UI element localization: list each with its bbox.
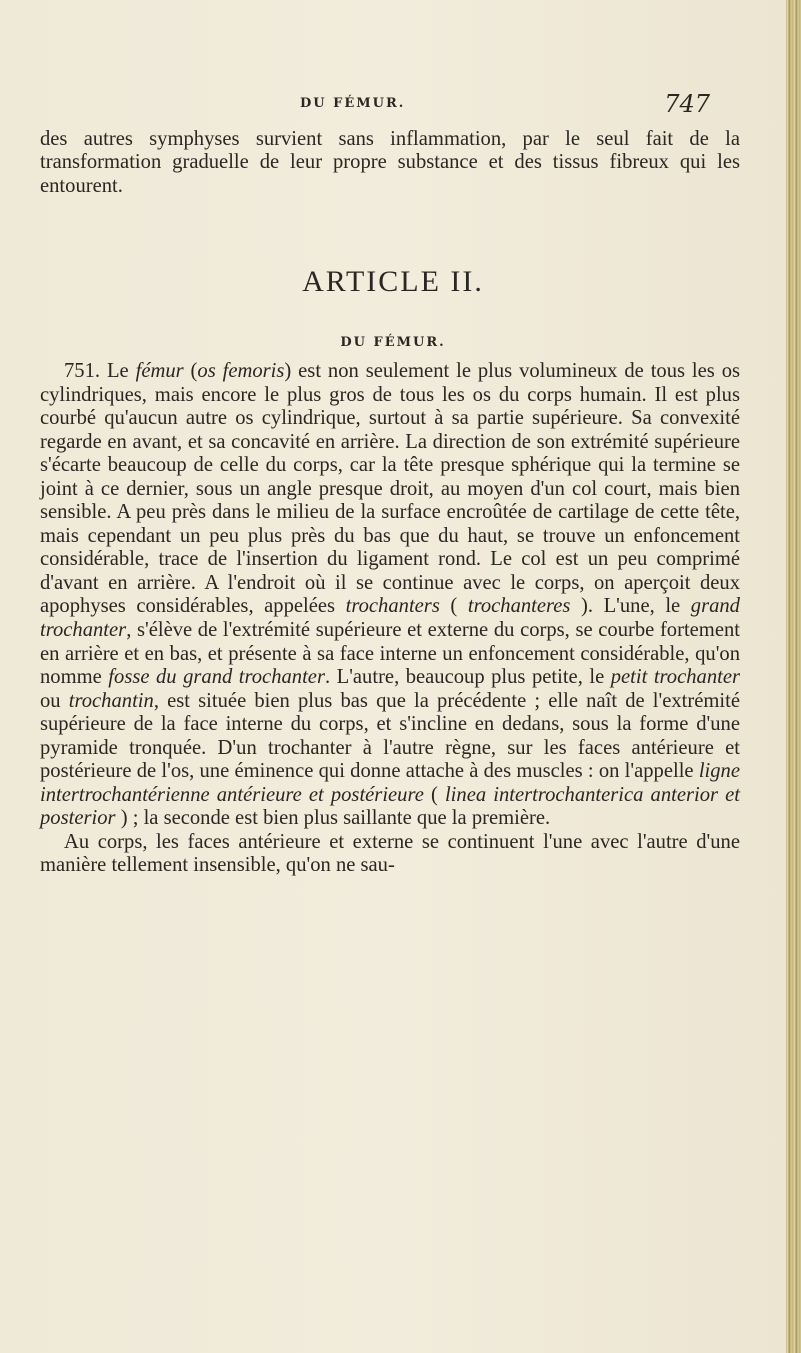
text-run: ( xyxy=(430,783,438,806)
text-run: ) est non seulement le plus volumineux de tous les os cylindriques, mais encore le plus gros de tous les os du corps humain. Il est plus courbé qu'aucun autre os cylindrique, surtout à sa partie supérieure. Sa convexité regarde en avant, et sa concavité en arrière. La direction de son extrémité supérieure s'écarte beaucoup de celle du corps, car la tête presque sphérique qui la termine se joint à ce dernier, sous un angle presque droit, au moyen d'un col court, mais bien sensible. A peu près dans le milieu de la surface encroûtée de cartilage de cette tête, mais cependant un peu plus près du bas que du haut, se trouve un enfoncement considérable, trace de l'insertion du ligament rond. Le col est un peu comprimé d'avant en arrière. A l'endroit où il se continue avec le corps, on aperçoit deux apophyses considérables, appelées xyxy=(40,360,741,618)
intro-text xyxy=(40,128,740,198)
paragraph-number: 751. xyxy=(64,360,101,382)
paragraph-751 xyxy=(40,360,740,831)
italic-term: petit trochanter xyxy=(610,666,741,689)
italic-term: grand trochanter xyxy=(40,595,740,642)
text-run: ) ; la seconde est bien plus saillante que la première. xyxy=(120,807,551,830)
intro-paragraph: des autres symphyses survient sans inflammation, par le seul fait de la transformation graduelle de leur propre substance et des tissus fibreux qui les entourent. xyxy=(40,128,740,197)
text-run: ). L'une, le xyxy=(581,595,681,618)
text-run: , est située bien plus bas que la précédente ; elle naît de l'extrémité supérieure de la face interne du corps, et s'incline en dedans, sous la forme d'une pyramide tronquée. D'un trochanter à l'autre règne, sur les faces antérieure et postérieure de l'os, une éminence qui donne attache à des muscles : on l'appelle xyxy=(40,689,740,783)
italic-term: linea intertrochanterica anterior et posterior xyxy=(40,783,741,830)
italic-term: ligne intertrochantérienne antérieure et postérieure xyxy=(40,760,740,806)
italic-term: os femoris xyxy=(197,360,285,382)
italic-term: fémur xyxy=(135,360,184,382)
italic-term: trochantin xyxy=(68,689,154,712)
text-run: , s'élève de l'extrémité supérieure et externe du corps, se courbe fortement en arrière et en bas, et présente à sa face interne un enfoncement considérable, qu'on nomme xyxy=(40,619,740,689)
running-title: DU FÉMUR. xyxy=(300,96,406,111)
page-header xyxy=(300,90,710,130)
italic-term: trochanters xyxy=(345,595,440,618)
paragraph-continuation: Au corps, les faces antérieure et externe se continuent l'une avec l'autre d'une manière tellement insensible, qu'on ne sau- xyxy=(40,830,740,877)
italic-term: trochanteres xyxy=(467,595,571,618)
text-run: ( xyxy=(450,595,458,618)
page-number: 747 xyxy=(664,90,710,118)
italic-term: fosse du grand trochanter xyxy=(108,666,325,689)
page-edge xyxy=(786,0,801,1353)
article-title: ARTICLE II. xyxy=(302,265,484,298)
text-run: ( xyxy=(190,360,198,382)
text-run: ou xyxy=(40,689,61,712)
text-run: Le xyxy=(106,360,129,382)
text-run: . L'autre, beaucoup plus petite, le xyxy=(324,666,605,689)
main-text xyxy=(40,360,740,878)
article-subtitle: DU FÉMUR. xyxy=(340,335,446,350)
